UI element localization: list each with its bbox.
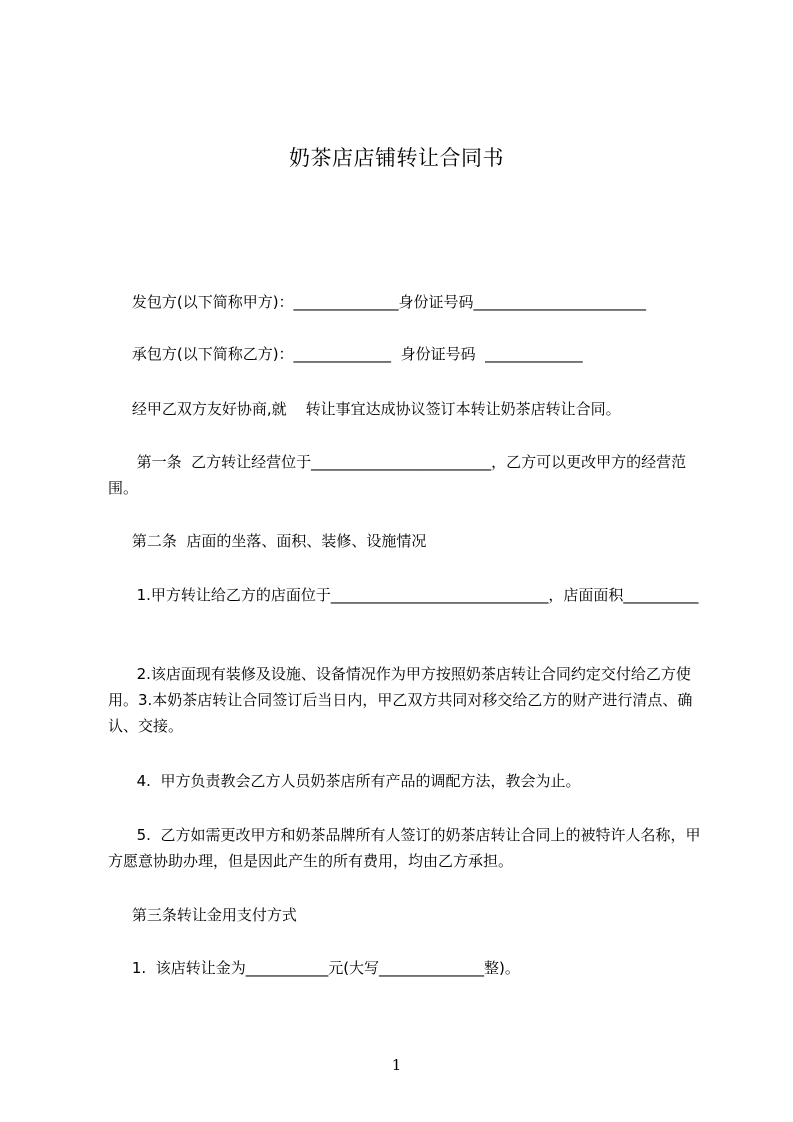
- paragraph-article-2-item-4: 4. 甲方负责教会乙方人员奶茶店所有产品的调配方法，教会为止。: [108, 772, 581, 790]
- paragraph-article-2-item-5: 5. 乙方如需更改甲方和奶茶品牌所有人签订的奶茶店转让合同上的被特许人名称，甲方愿意协助办理，但是因此产生的所有费用，均由乙方承担。: [108, 826, 701, 870]
- paragraph-party-a: 发包方(以下简称甲方)：______________身份证号码_______________________: [108, 293, 647, 311]
- page-number: 1: [391, 1056, 402, 1074]
- paragraph-article-2-heading: 第二条 店面的坐落、面积、装修、设施情况: [108, 532, 427, 550]
- paragraph-article-2-item-1: 1.甲方转让给乙方的店面位于_____________________________，店面面积__________: [108, 586, 699, 604]
- paragraph-agreement-intro: 经甲乙双方友好协商,就 转让事宜达成协议签订本转让奶茶店转让合同。: [108, 400, 621, 418]
- paragraph-party-b: 承包方(以下简称乙方)：_____________ 身份证号码 _____________: [108, 345, 583, 363]
- paragraph-article-1: 第一条 乙方转让经营位于________________________，乙方可以更改甲方的经营范围。: [108, 453, 687, 497]
- paragraph-article-3-item-1: 1. 该店转让金为___________元(大写______________整)。: [108, 959, 520, 977]
- paragraph-article-3-heading: 第三条转让金用支付方式: [108, 906, 297, 924]
- document-title: 奶茶店店铺转让合同书: [289, 146, 504, 170]
- paragraph-article-2-item-2-3: 2.该店面现有装修及设施、设备情况作为甲方按照奶茶店转让合同约定交付给乙方使用。3.本奶茶店转让合同签订后当日内，甲乙双方共同对移交给乙方的财产进行清点、确认、交接。: [108, 665, 693, 735]
